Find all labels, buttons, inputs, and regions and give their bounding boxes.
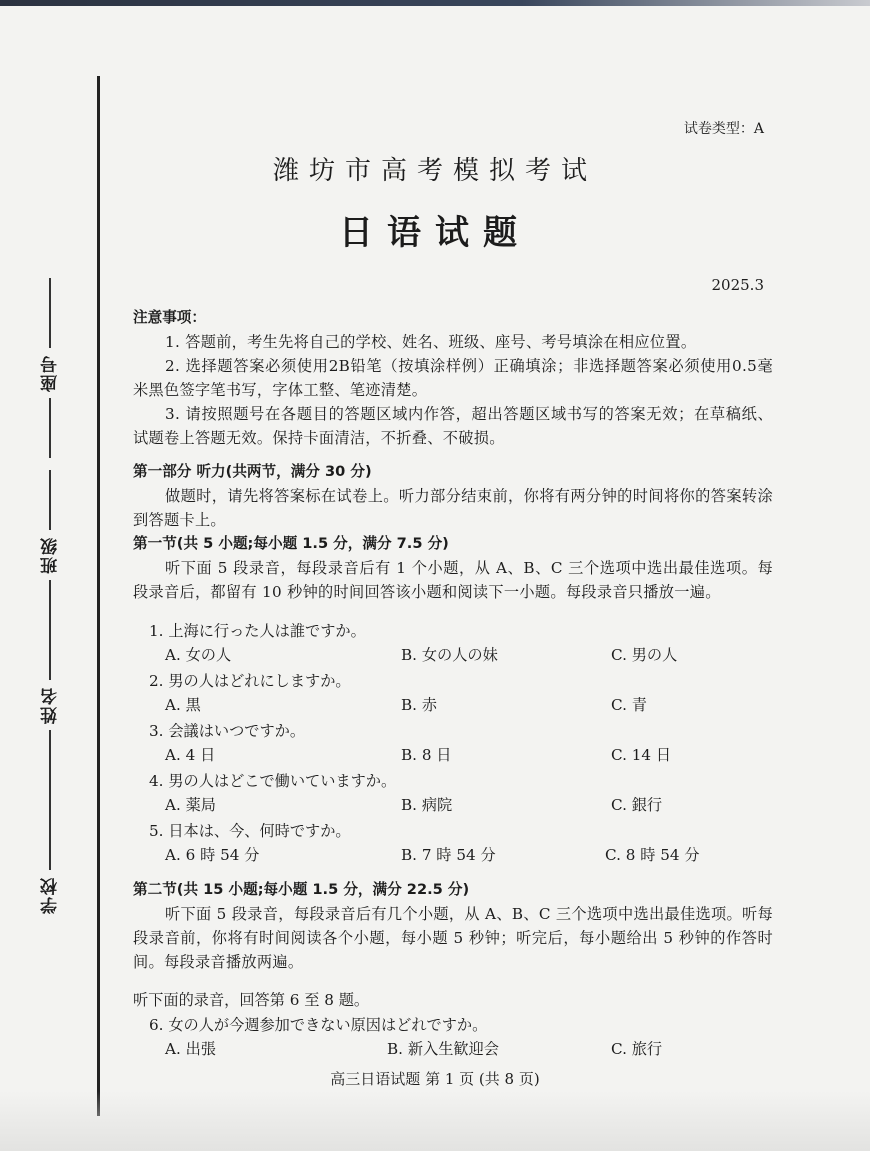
- page-footer: 高三日语试题 第 1 页 (共 8 页): [330, 1070, 540, 1088]
- option-a: A. 薬局: [165, 796, 216, 814]
- exam-content: [133, 306, 773, 1062]
- question-1-options: [133, 643, 773, 668]
- question-2: 2. 男の人はどれにしますか。: [149, 672, 351, 690]
- notice-title: 注意事项：: [133, 309, 206, 326]
- option-c: C. 青: [611, 696, 647, 714]
- side-field-school: [30, 870, 70, 920]
- option-b: B. 7 時 54 分: [401, 846, 496, 864]
- bottom-shadow: [0, 1091, 870, 1151]
- option-c: C. 銀行: [611, 796, 663, 814]
- question-5: 5. 日本は、今、何時ですか。: [149, 822, 351, 840]
- notice-item-2: 2. 选择题答案必须使用2B铅笔（按填涂样例）正确填涂；非选择题答案必须使用0.5毫米黑色签字笔书写，字体工整、笔迹清楚。: [133, 357, 773, 399]
- side-field-class-line: [49, 470, 51, 530]
- question-4-options: [133, 793, 773, 818]
- option-a: A. 出張: [165, 1040, 216, 1058]
- question-4: 4. 男の人はどこで働いていますか。: [149, 772, 397, 790]
- exam-title: 潍坊市高考模拟考试: [272, 156, 597, 186]
- question-3: 3. 会議はいつですか。: [149, 722, 306, 740]
- side-field-class: [30, 470, 70, 650]
- option-b: B. 8 日: [401, 746, 452, 764]
- question-5-options: [133, 843, 773, 868]
- exam-date: 2025.3: [711, 276, 764, 294]
- side-field-seat-line: [49, 278, 51, 348]
- question-1: 1. 上海に行った人は誰ですか。: [149, 622, 366, 640]
- part1-title: 第一部分 听力(共两节，满分 30 分): [133, 463, 372, 480]
- option-a: A. 黒: [165, 696, 201, 714]
- option-b: B. 女の人の妹: [401, 646, 498, 664]
- group-intro: 听下面的录音，回答第 6 至 8 题。: [133, 991, 370, 1009]
- option-a: A. 女の人: [165, 646, 232, 664]
- side-field-school-label: 学校: [40, 876, 61, 914]
- question-3-options: [133, 743, 773, 768]
- subject-title: 日语试题: [339, 213, 531, 253]
- question-6-options: [133, 1037, 773, 1062]
- side-field-name-line: [49, 650, 51, 680]
- side-field-seat-line-2: [49, 398, 51, 458]
- section2-title: 第二节(共 15 小题;每小题 1.5 分，满分 22.5 分): [133, 881, 470, 898]
- notice-item-3: 3. 请按照题号在各题目的答题区域内作答，超出答题区域书写的答案无效；在草稿纸、试题卷上答题无效。保持卡面清洁，不折叠、不破损。: [133, 405, 773, 447]
- question-6: 6. 女の人が今週参加できない原因はどれですか。: [149, 1016, 488, 1034]
- question-2-options: [133, 693, 773, 718]
- part1-intro: 做题时，请先将答案标在试卷上。听力部分结束前，你将有两分钟的时间将你的答案转涂到答题卡上。: [133, 487, 773, 529]
- section1-instructions: 听下面 5 段录音，每段录音后有 1 个小题，从 A、B、C 三个选项中选出最佳选项。每段录音后，都留有 10 秒钟的时间回答该小题和阅读下一小题。每段录音只播放一遍。: [133, 559, 773, 601]
- side-field-name-label: 姓名: [40, 686, 61, 724]
- top-edge-band: [0, 0, 870, 6]
- option-a: A. 6 時 54 分: [165, 846, 260, 864]
- option-b: B. 新入生歓迎会: [387, 1040, 499, 1058]
- option-c: C. 8 時 54 分: [605, 846, 700, 864]
- side-field-name-line-2: [49, 730, 51, 870]
- notice-item-1: 1. 答题前，考生先将自己的学校、姓名、班级、座号、考号填涂在相应位置。: [165, 333, 697, 351]
- side-field-class-label: 班级: [40, 536, 61, 574]
- option-c: C. 男の人: [611, 646, 678, 664]
- section1-title: 第一节(共 5 小题;每小题 1.5 分，满分 7.5 分): [133, 535, 449, 552]
- option-a: A. 4 日: [165, 746, 216, 764]
- side-field-seat-label: 座号: [40, 354, 61, 392]
- option-c: C. 14 日: [611, 746, 672, 764]
- option-b: B. 病院: [401, 796, 453, 814]
- section2-instructions: 听下面 5 段录音，每段录音后有几个小题，从 A、B、C 三个选项中选出最佳选项。听每段录音前，你将有时间阅读各个小题，每小题 5 秒钟；听完后，每小题给出 5 秒钟的作答时间。每段录音播放两遍。: [133, 905, 773, 971]
- option-c: C. 旅行: [611, 1040, 663, 1058]
- side-field-seat: [30, 278, 70, 458]
- side-field-class-line-2: [49, 580, 51, 650]
- paper-type: 试卷类型：A: [683, 121, 764, 137]
- option-b: B. 赤: [401, 696, 438, 714]
- side-field-name: [30, 650, 70, 870]
